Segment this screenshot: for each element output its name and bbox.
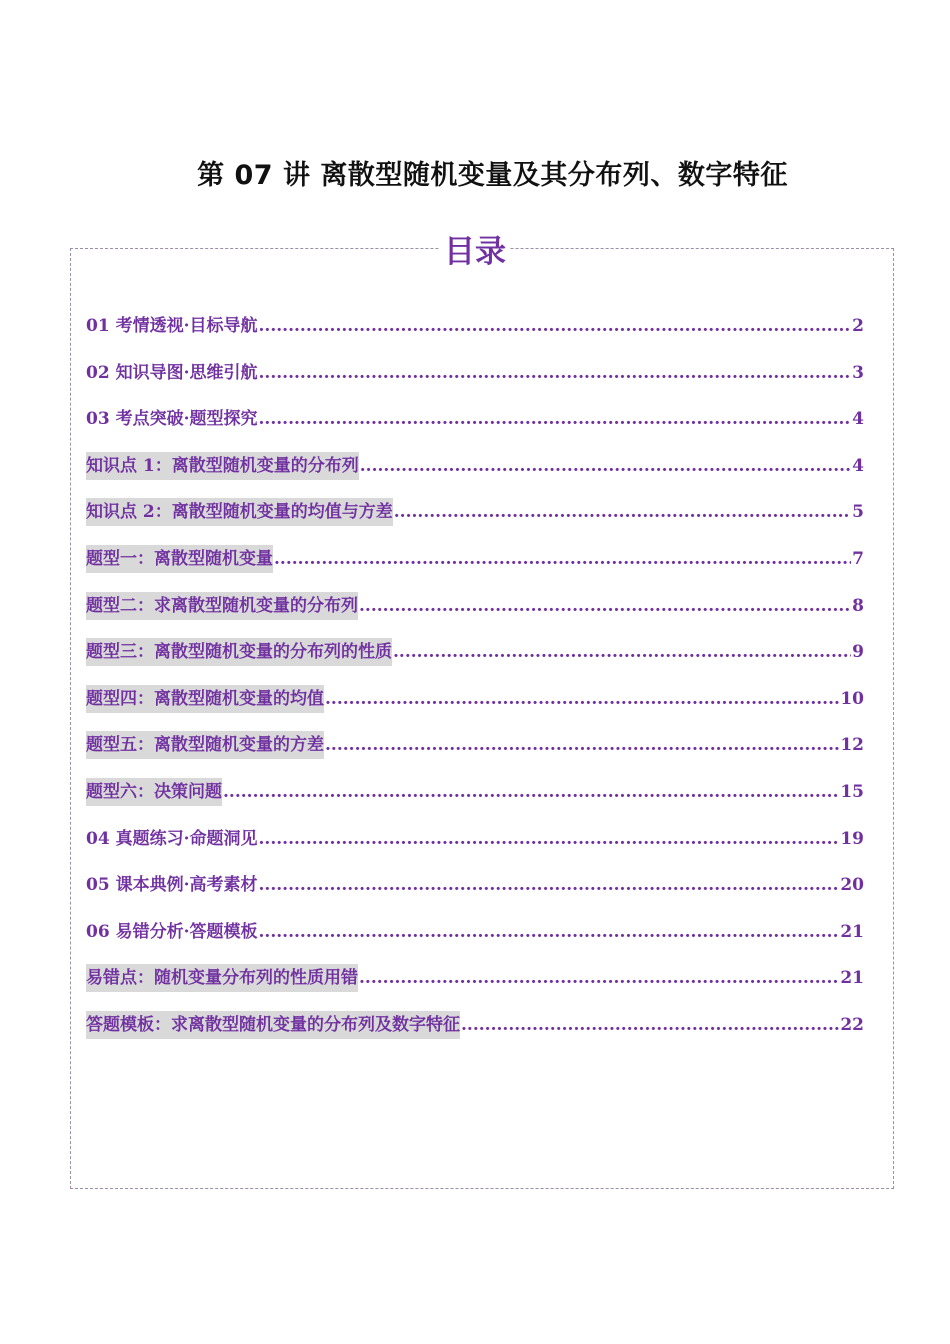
toc-entry[interactable] [86,731,864,778]
toc-dot-leader [274,545,851,573]
toc-entry[interactable] [86,359,864,406]
toc-entry[interactable] [86,825,864,872]
toc-dot-leader [259,871,840,899]
toc-entry-label[interactable]: 知识点 2：离散型随机变量的均值与方差 [86,498,393,526]
toc-entry-label[interactable]: 易错点：随机变量分布列的性质用错 [86,964,358,992]
toc-entry-page[interactable]: 19 [840,828,864,849]
toc-dot-leader [259,918,840,946]
toc-entry-page[interactable]: 9 [852,642,864,663]
toc-entry-label[interactable]: 06 易错分析·答题模板 [86,921,258,942]
toc-entry[interactable] [86,685,864,732]
toc-entry-page[interactable]: 15 [840,781,864,802]
toc-entry-label[interactable]: 01 考情透视·目标导航 [86,316,258,336]
toc-entry-label[interactable]: 知识点 1：离散型随机变量的分布列 [86,452,359,480]
toc-heading [0,230,950,274]
toc-dot-leader [325,685,839,713]
toc-entry-label[interactable]: 题型一：离散型随机变量 [86,545,273,573]
toc-list [86,312,864,1058]
toc-heading-text: 目录 [440,234,510,270]
toc-entry-label[interactable]: 题型六：决策问题 [86,778,222,806]
toc-entry-label[interactable]: 题型三：离散型随机变量的分布列的性质 [86,638,392,666]
toc-entry[interactable] [86,918,864,965]
toc-dot-leader [461,1011,839,1039]
toc-entry[interactable] [86,778,864,825]
toc-entry-page[interactable]: 10 [840,688,864,709]
toc-entry-label[interactable]: 02 知识导图·思维引航 [86,362,258,383]
toc-entry-label[interactable]: 05 课本典例·高考素材 [86,875,258,896]
toc-entry-page[interactable]: 8 [852,595,864,616]
toc-entry-page[interactable]: 4 [852,455,864,476]
toc-entry[interactable] [86,545,864,592]
toc-entry[interactable] [86,405,864,452]
toc-dot-leader [359,964,839,992]
toc-entry-page[interactable]: 7 [852,548,864,569]
toc-entry-page[interactable]: 3 [852,362,864,383]
toc-entry[interactable] [86,452,864,499]
toc-entry-page[interactable]: 20 [840,875,864,896]
toc-entry-page[interactable]: 21 [840,921,864,942]
toc-entry[interactable] [86,498,864,545]
toc-entry[interactable] [86,312,864,359]
toc-dot-leader [360,452,851,480]
toc-dot-leader [325,731,839,759]
toc-dot-leader [393,638,851,666]
page-title: 第 07 讲 离散型随机变量及其分布列、数字特征 [197,160,788,191]
toc-dot-leader [223,778,839,806]
toc-entry-page[interactable]: 12 [840,735,864,756]
toc-entry-page[interactable]: 4 [852,409,864,430]
toc-entry-page[interactable]: 22 [840,1014,864,1035]
toc-entry-label[interactable]: 03 考点突破·题型探究 [86,409,258,430]
toc-entry-page[interactable]: 5 [852,502,864,523]
toc-entry-page[interactable]: 21 [840,968,864,989]
toc-entry[interactable] [86,1011,864,1058]
toc-entry[interactable] [86,638,864,685]
toc-dot-leader [259,312,852,340]
toc-dot-leader [359,592,851,620]
toc-entry-label[interactable]: 04 真题练习·命题洞见 [86,828,258,849]
toc-entry-page[interactable]: 2 [852,316,864,336]
toc-entry-label[interactable]: 题型四：离散型随机变量的均值 [86,685,324,713]
toc-dot-leader [259,825,840,853]
toc-dot-leader [259,405,852,433]
toc-entry-label[interactable]: 题型五：离散型随机变量的方差 [86,731,324,759]
toc-dot-leader [259,359,852,387]
toc-entry[interactable] [86,871,864,918]
toc-dot-leader [394,498,851,526]
toc-entry[interactable] [86,964,864,1011]
toc-entry-label[interactable]: 题型二：求离散型随机变量的分布列 [86,592,358,620]
toc-entry-label[interactable]: 答题模板：求离散型随机变量的分布列及数字特征 [86,1011,460,1039]
toc-entry[interactable] [86,592,864,639]
